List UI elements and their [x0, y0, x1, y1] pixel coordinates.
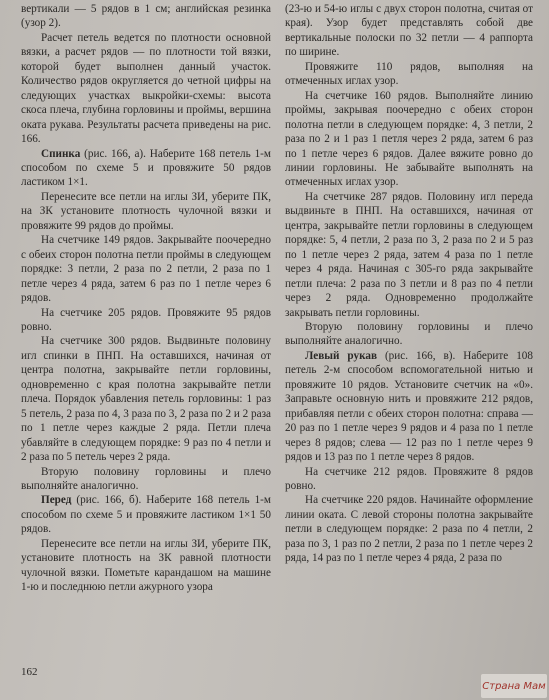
right-column [285, 2, 533, 566]
paragraph [21, 31, 271, 147]
paragraph-text: (рис. 166, б). Наберите 168 петель 1-м способом по схеме 5 и провяжите ластиком 1×1 50 рядов. [21, 494, 271, 536]
left-column [21, 2, 271, 595]
paragraph-text: Провяжите 110 рядов, выполняя на отмеченных иглах узор. [285, 60, 533, 88]
paragraph-text: Перенесите все петли на иглы ЗИ, уберите ПК, на ЗК установите плотность чулочной вязки и провяжите 99 рядов до проймы. [21, 190, 271, 232]
section-heading: Левый рукав [305, 349, 377, 362]
paragraph-text: На счетчике 160 рядов. Выполняйте линию проймы, закрывая поочередно с обеих сторон полотна петли в следующем порядке: 4, 3 петли, 2 раза по 2 и 1 раз 1 петля через 2 ряда, затем 6 раз по 1 петле через 6 рядов. Далее вяжите ровно до линии горловины. Не забывайте выполнять на отмеченных иглах узор. [285, 89, 533, 189]
paragraph [21, 233, 271, 305]
paragraph [285, 465, 533, 494]
paragraph-text: (рис. 166, в). Наберите 108 петель 2-м способом вспомогательной нитью и провяжите 10 рядов. Установите счетчик на «0». Заправьте основную нить и провяжите 212 рядов, прибавляя петли с обеих сторон полотна: справа — 20 раз по 1 петле через 9 рядов и 4 раза по 1 петле через 8 рядов; слева — 12 раз по 1 петле через 9 рядов и 13 раз по 1 петле через 8 рядов. [285, 349, 533, 464]
page-number: 162 [21, 666, 38, 678]
paragraph [285, 60, 533, 89]
paragraph-text: (рис. 166, а). Наберите 168 петель 1-м способом по схеме 5 и провяжите 50 рядов ластиком 1×1. [21, 147, 271, 189]
paragraph [21, 2, 271, 31]
paragraph [285, 89, 533, 190]
paragraph-text: вертикали — 5 рядов в 1 см; английская резинка (узор 2). [21, 3, 271, 30]
section-heading: Перед [41, 494, 72, 507]
paragraph [21, 537, 271, 595]
paragraph [285, 190, 533, 320]
paragraph-text: На счетчике 287 рядов. Половину игл переда выдвиньте в ПНП. На оставшихся, начиная от центра, закрывайте петли горловины в следующем порядке: 5, 4 петли, 2 раза по 3, 2 раза по 2 и 5 раз по 1 петле через 2 ряда, затем 4 раза по 1 петле через 4 ряда. Начиная с 305-го ряда закрывайте петли плеча: 2 раза по 3 петли и 8 раз по 4 петли через 2 ряда. Одновременно продолжайте закрывать петли горловины. [285, 190, 533, 319]
paragraph-text: На счетчике 220 рядов. Начинайте оформление линии оката. С левой стороны полотна закрывайте петли в следующем порядке: 2 раза по 4 петли, 2 раза по 3, 1 раз по 2 петли, 2 раза по 1 петле через 2 ряда, 14 раз по 1 петле через 4 ряда, 2 раза по [285, 494, 533, 565]
section-heading: Спинка [41, 147, 81, 160]
paragraph [21, 465, 271, 494]
paragraph-text: Вторую половину горловины и плечо выполняйте аналогично. [285, 320, 533, 348]
paragraph [285, 2, 533, 60]
paragraph-text: (23-ю и 54-ю иглы с двух сторон полотна, считая от края). Узор будет представлять собой две вертикальные полоски по 32 петли — 4 раппорта по ширине. [285, 3, 533, 59]
paragraph-text: На счетчике 212 рядов. Провяжите 8 рядов ровно. [285, 465, 533, 492]
paragraph [285, 493, 533, 565]
paragraph-text: На счетчике 205 рядов. Провяжите 95 рядов ровно. [21, 306, 271, 333]
paragraph [21, 147, 271, 190]
paragraph [21, 306, 271, 335]
paragraph [21, 190, 271, 233]
paragraph-text: Перенесите все петли на иглы ЗИ, уберите ПК, установите плотность на ЗК равной плотности чулочной вязки. Пометьте карандашом на машине 1-ю и последнюю петли ажурного узора [21, 537, 271, 594]
paragraph [285, 349, 533, 465]
paragraph-text: На счетчике 149 рядов. Закрывайте поочередно с обеих сторон полотна петли проймы в следующем порядке: 3 петли, 2 раза по 2 петли, 2 раза по 1 петле через 4 ряда, затем 6 раз по 1 петле через 6 рядов. [21, 234, 271, 305]
watermark-logo: Страна Мам [481, 674, 547, 698]
paragraph [285, 320, 533, 349]
paragraph-text: Вторую половину горловины и плечо выполняйте аналогично. [21, 465, 271, 492]
paragraph-text: Расчет петель ведется по плотности основной вязки, а расчет рядов — по плотности той вязки, которой будет выполнен данный участок. Количество рядов округляется до четной цифры на следующих участках выкройки-схемы: высота скоса плеча, глубина горловины и проймы, вершина оката рукава. Результаты расчета приведены на рис. 166. [21, 31, 271, 146]
paragraph [21, 493, 271, 536]
paragraph-text: На счетчике 300 рядов. Выдвиньте половину игл спинки в ПНП. На оставшихся, начиная от центра полотна, закрывайте петли горловины, одновременно с края полотна закрывайте петли плеча. Порядок убавления петель горловины: 1 раз 5 петель, 2 раза по 4, 3 раза по 3, 2 раза по 2 и 2 раза по 1 петле через каждые 2 ряда. Петли плеча убавляйте в следующем порядке: 9 раз по 4 петли и 2 раза по 5 петель через 2 ряда. [21, 335, 271, 464]
paragraph [21, 334, 271, 464]
